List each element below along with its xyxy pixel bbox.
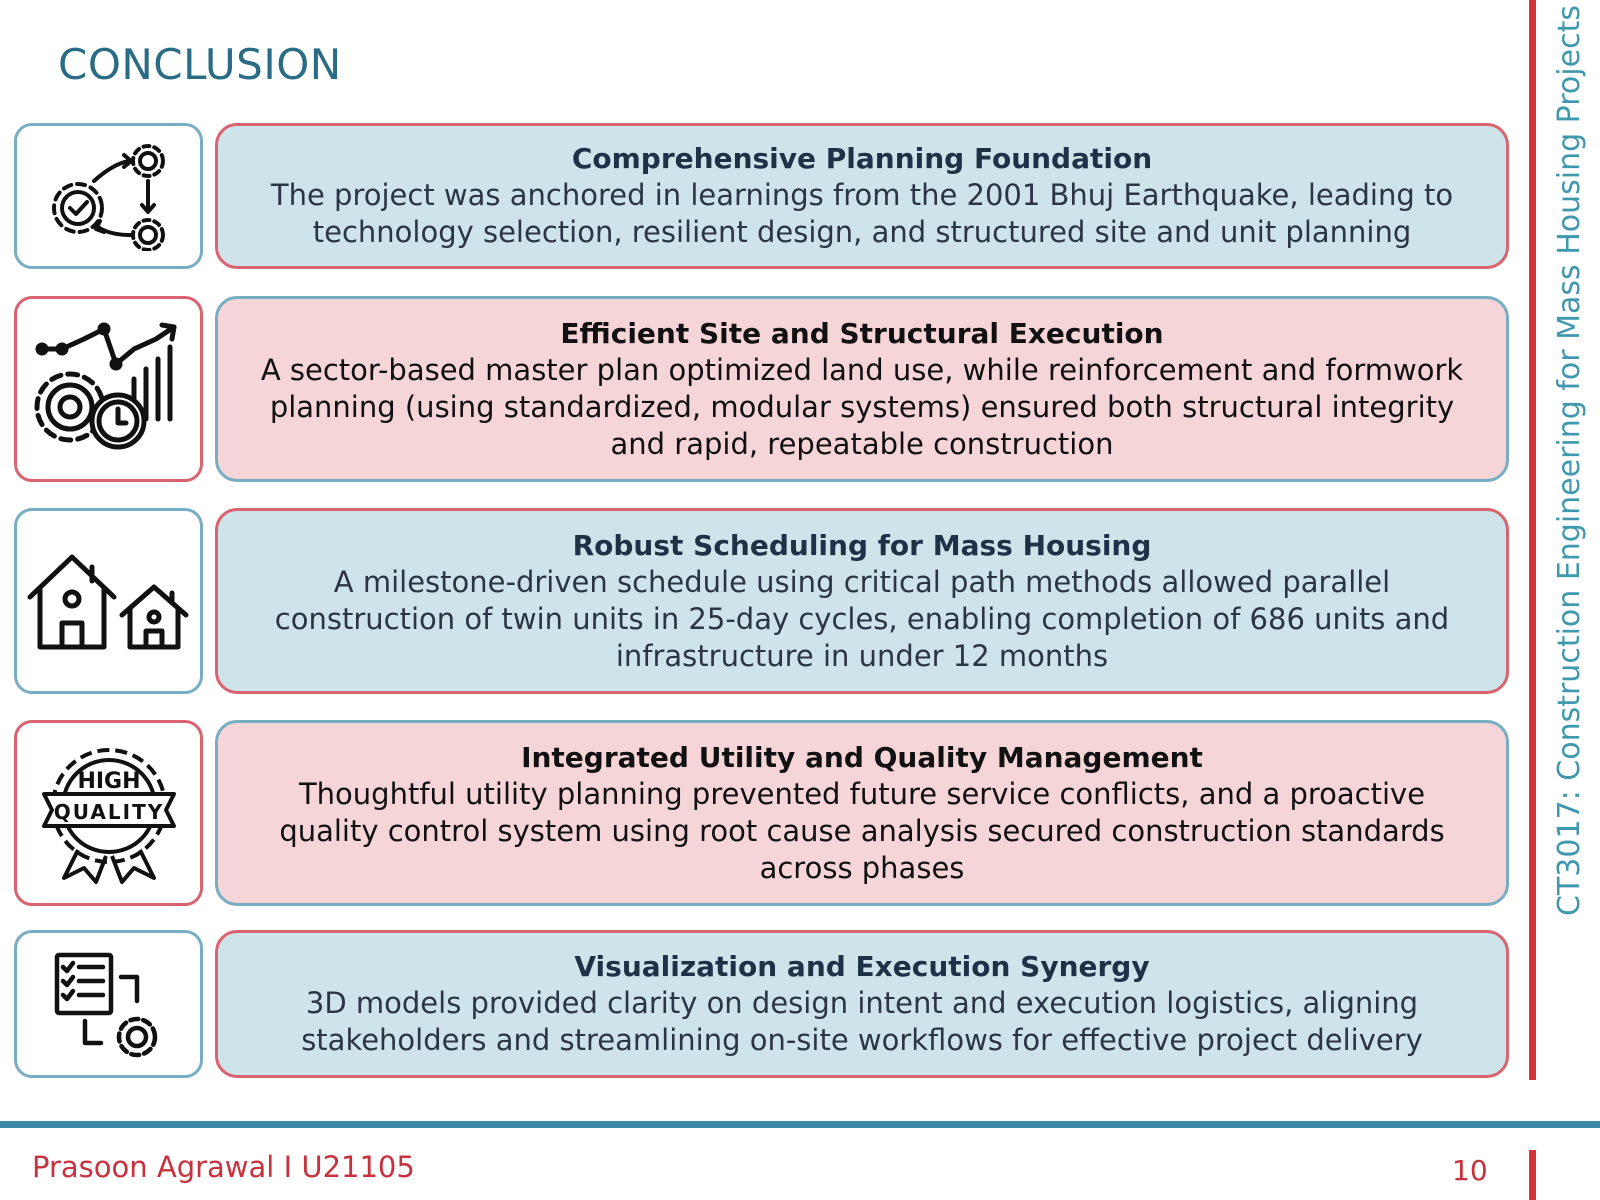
conclusion-card (215, 296, 1509, 482)
badge-text-high: HIGH (76, 769, 141, 794)
checklist-gear-icon (49, 949, 169, 1059)
conclusion-card (215, 508, 1509, 694)
item-description: Thoughtful utility planning prevented future service conflicts, and a proactive quality control system using root cause analysis secured construction standards across phases (279, 776, 1445, 885)
side-accent-bar (1529, 0, 1536, 1080)
conclusion-card (215, 720, 1509, 906)
icon-card (14, 296, 203, 482)
item-description: 3D models provided clarity on design intent and execution logistics, aligning stakeholders and streamlining on-site workflows for effective project delivery (301, 986, 1423, 1057)
efficiency-chart-icon (34, 319, 184, 459)
conclusion-item (14, 508, 1509, 694)
icon-card (14, 123, 203, 269)
item-title: Comprehensive Planning Foundation (571, 142, 1153, 175)
slide-title: CONCLUSION (58, 40, 342, 89)
conclusion-item (14, 296, 1509, 482)
badge-text-quality: QUALITY (53, 800, 164, 824)
icon-card (14, 508, 203, 694)
icon-card (14, 930, 203, 1078)
item-description: A milestone-driven schedule using critical path methods allowed parallel construction of twin units in 25-day cycles, enabling completion of 686 units and infrastructure in under 12 months (274, 564, 1450, 673)
item-description: A sector-based master plan optimized land use, while reinforcement and formwork planning (using standardized, modular systems) ensured both structural integrity and rapid, repeatable construction (260, 352, 1464, 461)
conclusion-item (14, 720, 1509, 906)
page-number: 10 (1452, 1154, 1488, 1187)
item-title: Efficient Site and Structural Execution (560, 316, 1164, 350)
item-title: Robust Scheduling for Mass Housing (572, 528, 1152, 562)
high-quality-badge-icon (34, 738, 184, 888)
course-title-vertical: CT3017: Construction Engineering for Mass Housing Projects (1552, 5, 1587, 916)
item-title: Integrated Utility and Quality Management (521, 740, 1203, 774)
conclusion-card (215, 123, 1509, 269)
conclusion-item (14, 123, 1509, 269)
gear-cycle-icon (44, 141, 174, 251)
houses-icon (26, 551, 191, 651)
footer-divider (0, 1121, 1600, 1128)
footer-accent-bar (1529, 1150, 1536, 1200)
icon-card (14, 720, 203, 906)
item-description: The project was anchored in learnings from the 2001 Bhuj Earthquake, leading to technology selection, resilient design, and structured site and unit planning (270, 178, 1454, 249)
item-title: Visualization and Execution Synergy (574, 950, 1150, 983)
conclusion-card (215, 930, 1509, 1078)
conclusion-item (14, 930, 1509, 1078)
footer-author: Prasoon Agrawal I U21105 (32, 1150, 415, 1184)
